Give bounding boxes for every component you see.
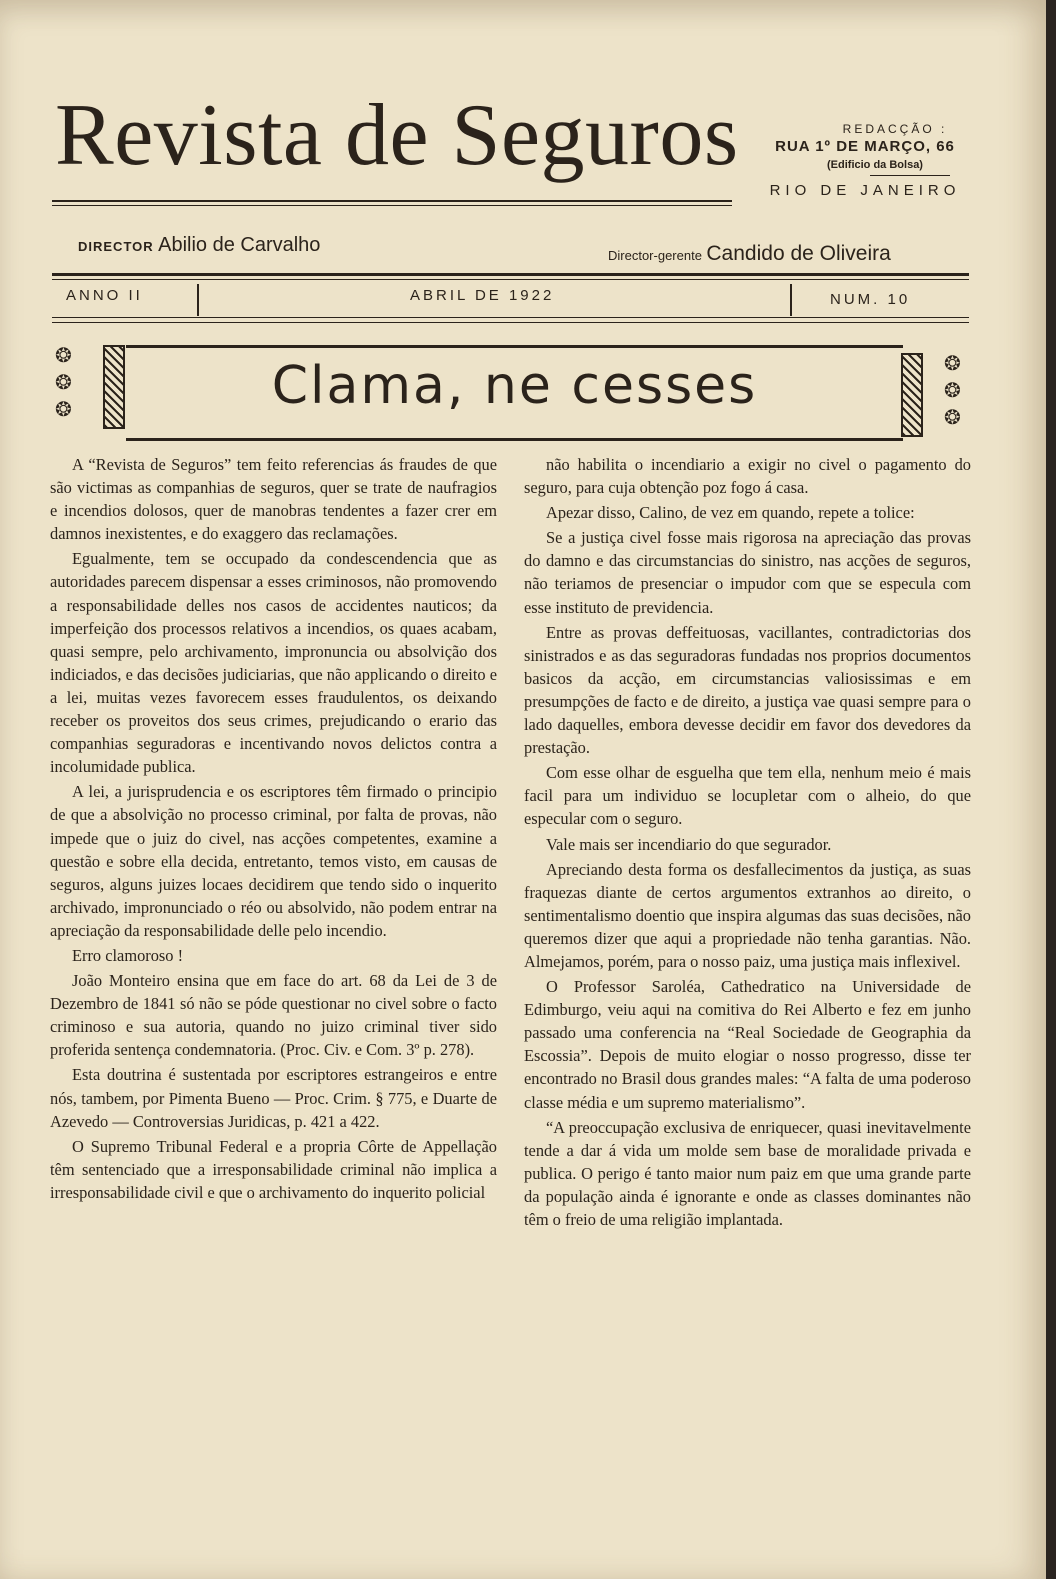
article-paragraph: não habilita o incendiario a exigir no civel o pagamento do seguro, para cuja obtenção poz fogo á casa. xyxy=(524,455,971,498)
article-paragraph: Esta doutrina é sustentada por escriptores estrangeiros e entre nós, tambem, por Pimenta Bueno — Proc. Crim. § 775, e Duarte de Azevedo — Controversias Juridicas, p. 421 a 422. xyxy=(50,1065,497,1131)
redaccao-label: REDACÇÃO : xyxy=(842,122,948,136)
article-paragraph: O Supremo Tribunal Federal e a propria Côrte de Appellação têm sentenciado que a irresponsabilidade criminal não implica a irresponsabilidade civil e que o archivamento do inquerito policial xyxy=(50,1136,497,1202)
article-paragraph: “A preoccupação exclusiva de enriquecer, quasi inevitavelmente tende a dar á vida um molde sem base de moralidade privada e publica. O perigo é tanto maior num paiz em que uma grande parte da população ainda é ignorante e onde as classes dominantes não têm o freio de uma religião implantada. xyxy=(524,1117,971,1229)
issue-number: NUM. 10 xyxy=(830,291,911,308)
director-name: Abilio de Carvalho xyxy=(158,234,321,256)
issue-divider-right xyxy=(790,284,792,316)
issue-rule-bottom-thin xyxy=(52,322,969,323)
building-name: (Edificio da Bolsa) xyxy=(827,159,923,171)
article-heading-box xyxy=(126,345,903,441)
article-paragraph: Apreciando desta forma os desfallecimentos da justiça, as suas fraquezas diante de certos argumentos extranhos ao direito, o sentimentalismo doentio que inspira algumas das suas decisões, não queremos dizer que aqui a propriedade não tenha garantias. Não. Almejamos, porém, para o nosso paiz, uma justiça mais inflexivel. xyxy=(524,859,971,971)
issue-rule-top xyxy=(52,273,969,276)
article-paragraph: Com esse olhar de esguelha que tem ella, nenhum meio é mais facil para um individuo se locupletar com o alheio, do que especular com o seguro. xyxy=(524,763,971,829)
manager-name: Candido de Oliveira xyxy=(706,242,891,265)
address-rule xyxy=(870,175,950,176)
manager-role: Director-gerente xyxy=(608,248,702,263)
article-paragraph: Apezar disso, Calino, de vez em quando, repete a tolice: xyxy=(546,503,915,523)
director-role: DIRECTOR xyxy=(78,239,154,254)
article-heading: Clama, ne cesses xyxy=(271,356,758,416)
issue-date: ABRIL DE 1922 xyxy=(410,287,555,304)
title-rule xyxy=(52,200,732,202)
article-paragraph: Vale mais ser incendiario do que segurador. xyxy=(546,834,832,854)
article-column-left xyxy=(50,453,497,1206)
issue-divider-left xyxy=(197,284,199,316)
issue-rule-top-thin xyxy=(52,279,969,280)
article-column-right xyxy=(524,453,971,1233)
article-paragraph: O Professor Saroléa, Cathedratico na Universidade de Edimburgo, veiu aqui na comitiva do Rei Alberto e fez em junho passado uma conferencia na “Real Sociedade de Geographia da Escossia”. Depois de muito elogiar o nosso progresso, disse ter encontrado no Brasil dous grandes males: “A falta de uma poderoso classe média e um supremo materialismo”. xyxy=(524,977,971,1112)
scroll-ornament-left-icon: ❂ ❂ ❂ xyxy=(55,343,72,421)
title-rule-thin xyxy=(52,205,732,206)
ornament-panel-left-icon xyxy=(103,345,125,429)
scroll-ornament-right-icon: ❂ ❂ ❂ xyxy=(944,351,961,429)
article-paragraph: Erro clamoroso ! xyxy=(72,945,184,965)
article-paragraph: A lei, a jurisprudencia e os escriptores têm firmado o principio de que a absolvição no processo criminal, por falta de provas, não impede que o juiz do civel, nas acções competentes, examine a questão e sobre ella decida, entretanto, temos visto, em causas de seguros, alguns juizes locaes decidirem que tendo sido o inquerito archivado, impronunciado o réo ou absolvido, não podem entrar na apreciação da responsabilidade delle pelo incendio. xyxy=(50,782,497,940)
issue-rule-bottom xyxy=(52,317,969,318)
manager-credit xyxy=(608,242,891,266)
street-address: RUA 1º DE MARÇO, 66 xyxy=(775,138,955,155)
editorial-address xyxy=(760,122,970,199)
article-paragraph: Egualmente, tem se occupado da condescendencia que as autoridades parecem dispensar a esses criminosos, não promovendo a responsabilidade delles nos casos de accidentes nauticos; da imperfeição dos processos relativos a incendios, os quaes acabam, quasi sempre, pelo archivamento, impronuncia ou absolvição dos indiciados, e das decisões judiciarias, que não applicando o direito e a lei, muitas vezes favorecem esses fraudulentos, os deixando receber os proveitos dos seus crimes, prejudicando o erario das companhias seguradoras e incentivando novos delictos contra a incolumidade publica. xyxy=(50,549,497,777)
issue-year: ANNO II xyxy=(66,287,143,304)
issue-bar xyxy=(52,286,969,316)
article-paragraph: Entre as provas deffeituosas, vacillantes, contradictorias dos sinistrados e as das seguradoras fundadas nos proprios documentos basicos da acção, em circumstancias valiosissimas e em presumpções de facto e de direito, a justiça vae quasi sempre para o lado daquelles, embora devesse decidir em favor dos devedores da prestação. xyxy=(524,622,971,758)
article-paragraph: Se a justiça civel fosse mais rigorosa na apreciação das provas do damno e das circumstancias do sinistro, nas acções de seguros, não teriamos de presenciar o impudor com que se especula com esse instituto de previdencia. xyxy=(524,528,971,617)
director-credit xyxy=(78,234,320,257)
article-paragraph: A “Revista de Seguros” tem feito referencias ás fraudes de que são victimas as companhias de seguros, quer se trate de naufragios e incendios dolosos, quer de manobras tendentes a fazer crer em damnos inexistentes, e do exaggero das reclamações. xyxy=(50,455,497,544)
ornament-panel-right-icon xyxy=(901,353,923,437)
city-name: RIO DE JANEIRO xyxy=(769,182,961,199)
article-paragraph: João Monteiro ensina que em face do art. 68 da Lei de 3 de Dezembro de 1841 só não se póde questionar no civel sobre o facto criminoso e sua autoria, quando no juizo criminal tiver sido proferida sentença condemnatoria. (Proc. Civ. e Com. 3º p. 278). xyxy=(50,971,497,1060)
masthead-title: Revista de Seguros xyxy=(55,87,739,184)
